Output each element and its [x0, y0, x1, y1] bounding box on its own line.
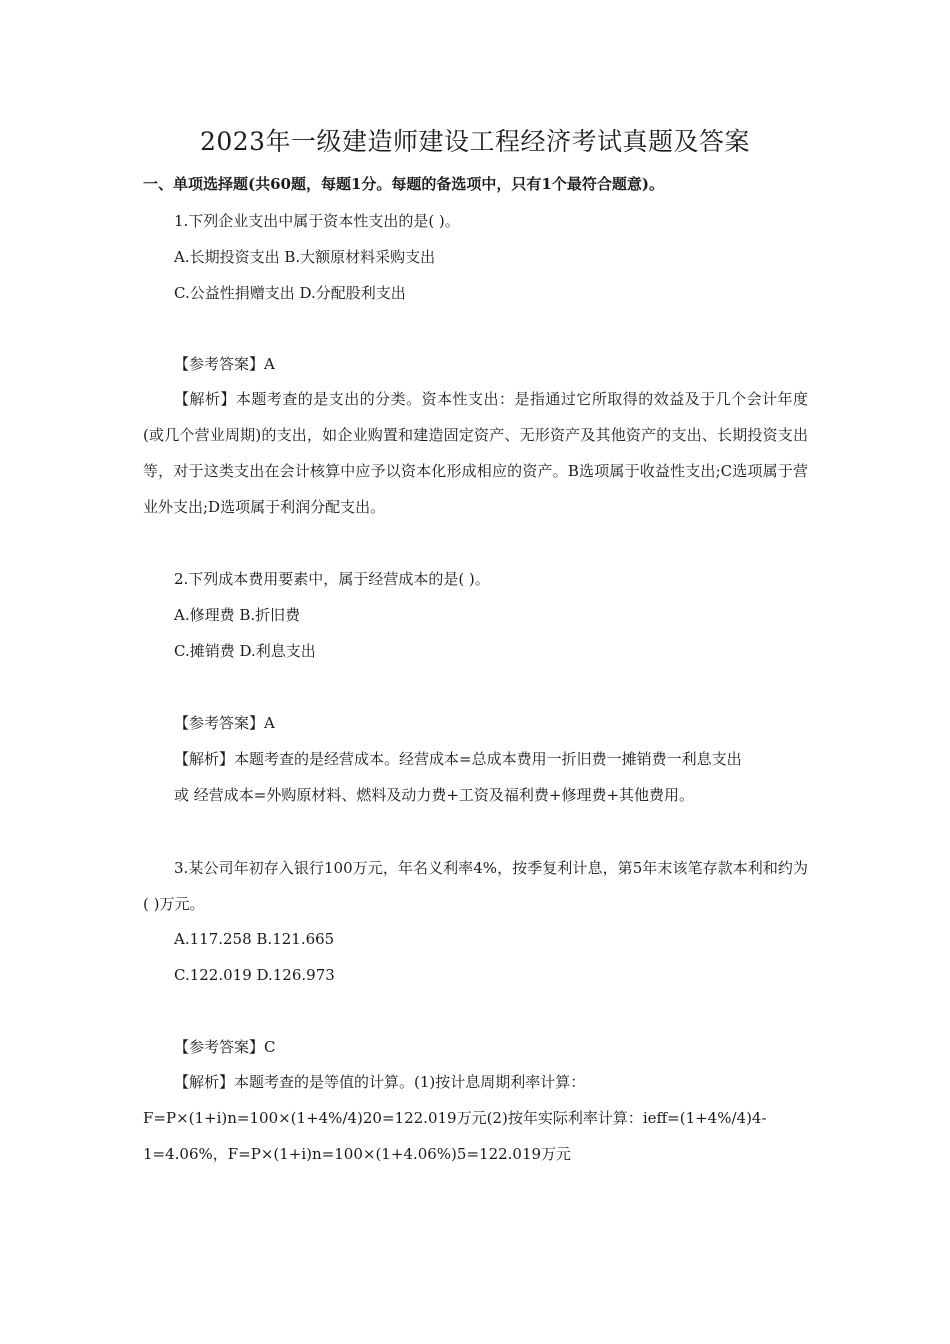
question-2-options-ab: A.修理费 B.折旧费 — [174, 606, 301, 624]
question-2-options-cd: C.摊销费 D.利息支出 — [174, 642, 316, 660]
question-1-stem: 1.下列企业支出中属于资本性支出的是( )。 — [174, 212, 460, 230]
question-1-options-cd: C.公益性捐赠支出 D.分配股利支出 — [174, 284, 406, 302]
question-1-options-ab: A.长期投资支出 B.大额原材料采购支出 — [174, 248, 436, 266]
document-title: 2023年一级建造师建设工程经济考试真题及答案 — [199, 127, 751, 156]
question-3-analysis-line2: F=P×(1+i)n=100×(1+4%/4)20=122.019万元(2)按年实际利率计算：ieff=(1+4%/4)4- — [143, 1109, 767, 1127]
question-2-answer: 【参考答案】A — [174, 714, 275, 732]
question-2-stem: 2.下列成本费用要素中，属于经营成本的是( )。 — [174, 570, 490, 588]
question-3-analysis-line1: 【解析】本题考查的是等值的计算。(1)按计息周期利率计算： — [174, 1073, 586, 1091]
question-3-stem: 3.某公司年初存入银行100万元，年名义利率4%，按季复利计息，第5年末该笔存款本利和约为( )万元。 — [143, 859, 808, 913]
question-1-answer: 【参考答案】A — [174, 355, 275, 373]
question-3-answer: 【参考答案】C — [174, 1038, 276, 1056]
question-2-analysis-line1: 【解析】本题考查的是经营成本。经营成本=总成本费用一折旧费一摊销费一利息支出 — [174, 750, 742, 768]
question-3-analysis-line3: 1=4.06%，F=P×(1+i)n=100×(1+4.06%)5=122.019万元 — [143, 1145, 572, 1163]
section-heading: 一、单项选择题(共60题，每题1分。每题的备选项中，只有1个最符合题意)。 — [143, 175, 664, 193]
question-3-options-cd: C.122.019 D.126.973 — [174, 966, 335, 984]
question-2-analysis-line2: 或 经营成本=外购原材料、燃料及动力费+工资及福利费+修理费+其他费用。 — [174, 786, 695, 804]
question-3-options-ab: A.117.258 B.121.665 — [174, 930, 335, 948]
question-1-analysis: 【解析】本题考查的是支出的分类。资本性支出：是指通过它所取得的效益及于几个会计年度(或几个营业周期)的支出，如企业购置和建造固定资产、无形资产及其他资产的支出、长期投资支出等，对于这类支出在会计核算中应予以资本化形成相应的资产。B选项属于收益性支出;C选项属于营业外支出;D选项属于利润分配支出。 — [143, 390, 808, 516]
